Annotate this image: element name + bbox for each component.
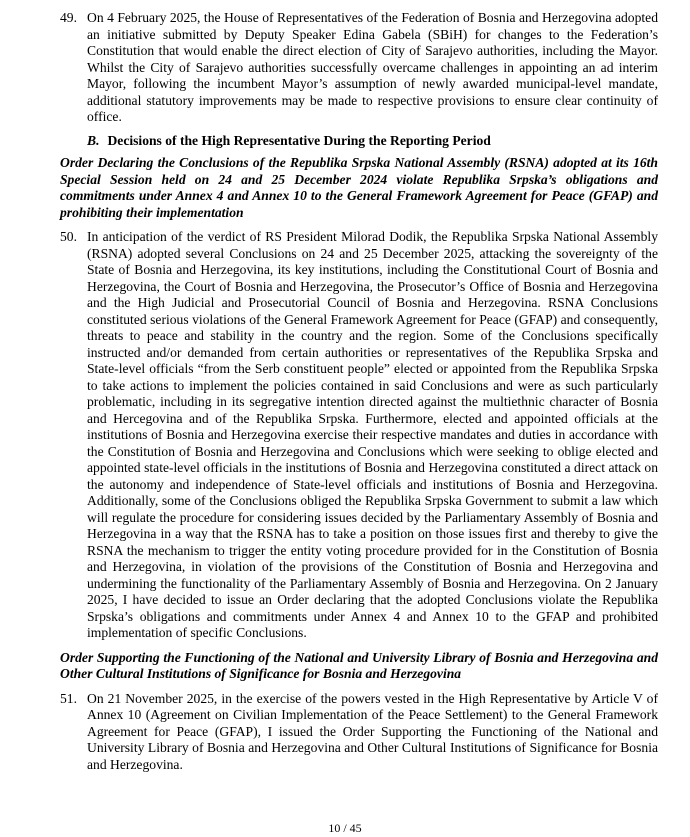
paragraph-text: On 21 November 2025, in the exercise of the powers vested in the High Representative by Article V of Annex 10 (Agreement on Civilian Implementation of the Peace Settlement) to the General Framework Agreement for Peace (GFAP), I issued the Order Supporting the Functioning of the National and University Library of Bosnia and Herzegovina and Other Cultural Institutions of Significance for Bosnia and Herzegovina.: [87, 690, 658, 772]
subheading-rsna-order: Order Declaring the Conclusions of the Republika Srpska National Assembly (RSNA) adopted at its 16th Special Session held on 24 and 25 December 2024 violate Republika Srpska’s obligations and commitments under Annex 4 and Annex 10 to the General Framework Agreement for Peace (GFAP) and prohibiting their implementation: [60, 155, 658, 220]
section-title: Decisions of the High Representative During the Reporting Period: [107, 132, 491, 148]
paragraph-text: In anticipation of the verdict of RS President Milorad Dodik, the Republika Srpska National Assembly (RSNA) adopted several Conclusions on 24 and 25 December 2025, attacking the sovereignty of the State of Bosnia and Herzegovina, its key institutions, including the Constitutional Court of Bosnia and Herzegovina, the Court of Bosnia and Herzegovina, the Prosecutor’s Office of Bosnia and Herzegovina and the High Judicial and Prosecutorial Council of Bosnia and Herzegovina. RSNA Conclusions constituted serious violations of the General Framework Agreement for Peace (GFAP) and consequently, threats to peace and stability in the country and the region. Some of the Conclusions specifically instructed and/or demanded from certain authorities or representatives of the Republika Srpska and State-level officials “from the Serb constituent people” elected or appointed from the Republika Srpska to take actions to implement the policies contained in said Conclusions and were as such particularly problematic, including in its segregative intention directed against the multiethnic character of Bosnia and Hercegovina and of the Republika Srpska. Furthermore, elected and appointed officials at the institutions of Bosnia and Herzegovina exercise their respective mandates and duties in accordance with the Constitution of Bosnia and Herzegovina and Conclusions which were seeking to oblige elected and appointed state-level officials in the institutions of Bosnia and Herzegovina constituted a direct attack on the autonomy and independence of State-level officials and institutions of Bosnia and Herzegovina. Additionally, some of the Conclusions obliged the Republika Srpska Government to submit a law which will regulate the procedure for considering issues decided by the Parliamentary Assembly of Bosnia and Herzegovina in a way that the RSNA has to take a position on those issues first and thereby to give the RSNA the mechanism to trigger the entity voting procedure provided for in the Constitution of Bosnia and Herzegovina, in violation of the provisions of the Constitution of Bosnia and Herzegovina and undermining the functionality of the Parliamentary Assembly of Bosnia and Herzegovina. On 2 January 2025, I have decided to issue an Order declaring that the adopted Conclusions violate the Republika Srpska’s obligations and commitments under Annex 4 and Annex 10 to the GFAP and prohibited implementation of specific Conclusions.: [87, 229, 658, 640]
paragraph-51: [60, 691, 658, 774]
paragraph-text: On 4 February 2025, the House of Representatives of the Federation of Bosnia and Herzegovina adopted an initiative submitted by Deputy Speaker Edina Gabela (SBiH) for changes to the Federation’s Constitution that would enable the direct election of City of Sarajevo authorities, including the Mayor. Whilst the City of Sarajevo authorities successfully overcame challenges in appointing an ad interim Mayor, following the incumbent Mayor’s assumption of newly awarded municipal-level mandate, additional statutory improvements may be made to respective provisions to ensure clear continuity of office.: [87, 10, 658, 124]
section-letter: B.: [87, 132, 100, 148]
paragraph-50: [60, 229, 658, 642]
paragraph-number: 49.: [60, 10, 77, 25]
page-number: 10 / 45: [328, 821, 362, 835]
subheading-library-order: Order Supporting the Functioning of the National and University Library of Bosnia and Herzegovina and Other Cultural Institutions of Significance for Bosnia and Herzegovina: [60, 649, 658, 681]
paragraph-number: 51.: [60, 690, 77, 706]
paragraph-49: [60, 10, 658, 126]
document-page: [60, 10, 658, 773]
section-heading: [60, 133, 658, 150]
paragraph-number: 50.: [60, 229, 77, 244]
